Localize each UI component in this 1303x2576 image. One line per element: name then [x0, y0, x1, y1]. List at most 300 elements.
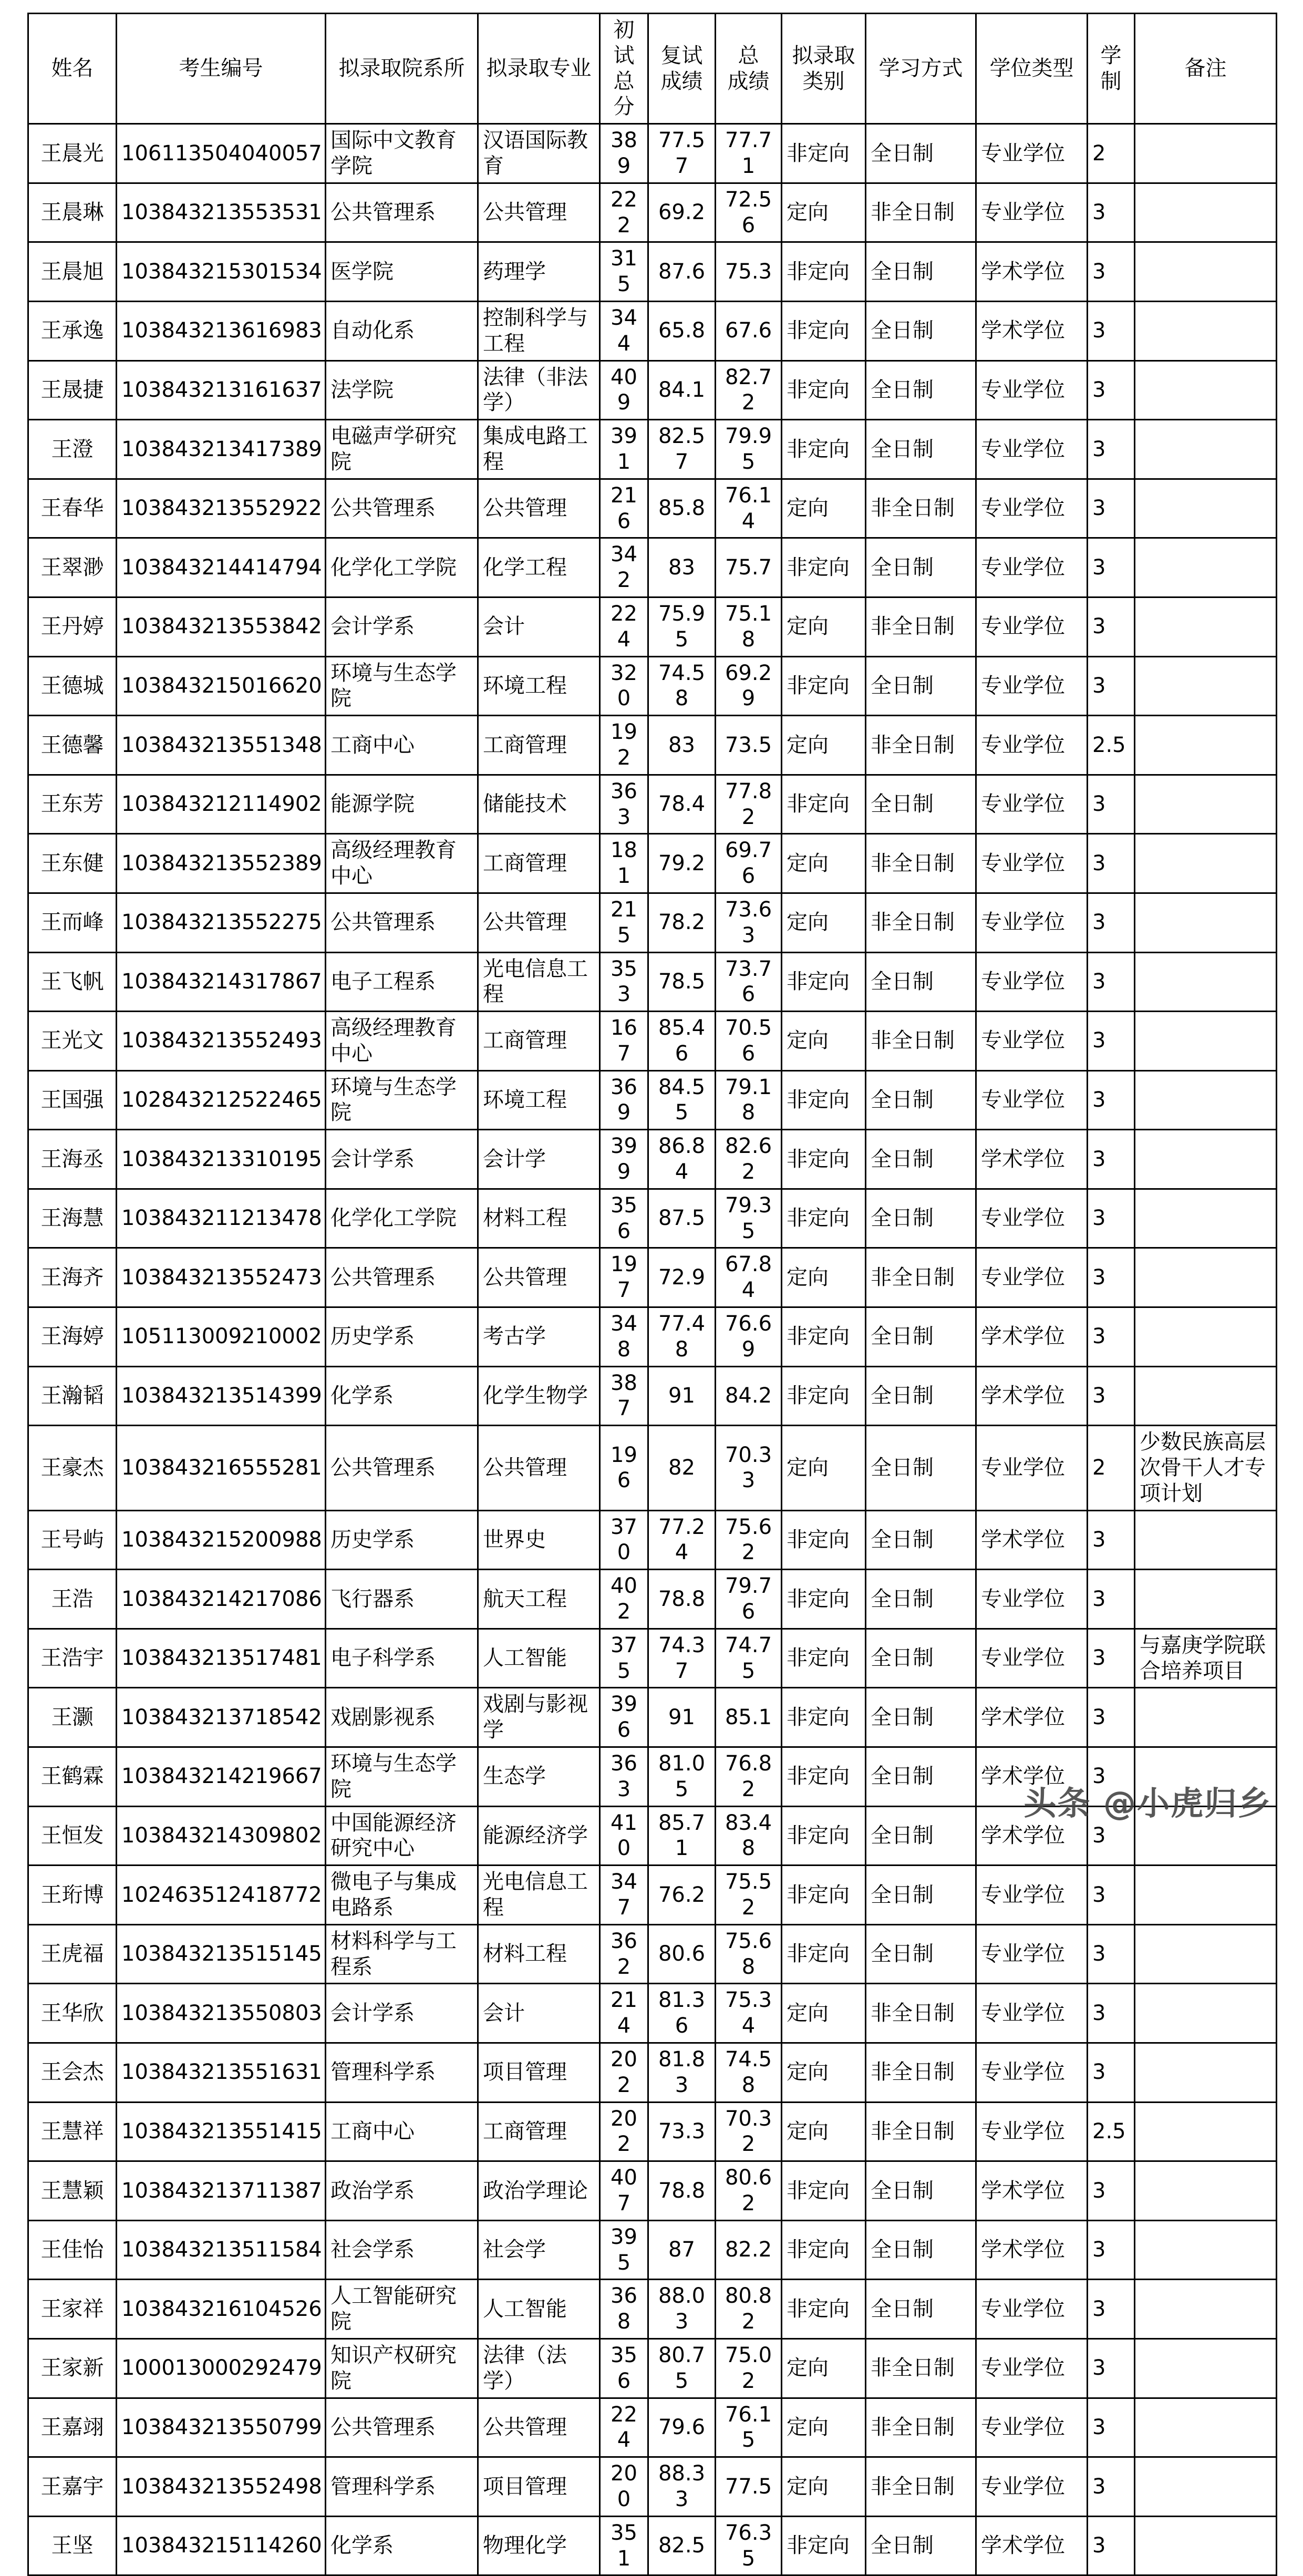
cell-study-mode: 非全日制 [866, 1012, 976, 1071]
column-header-preliminary-score: 初试 总分 [600, 14, 648, 124]
cell-study-mode: 非全日制 [866, 2457, 976, 2517]
cell-department: 政治学系 [326, 2161, 478, 2221]
cell-degree-type: 专业学位 [976, 538, 1088, 597]
cell-study-mode: 全日制 [866, 242, 976, 302]
cell-remarks [1135, 1510, 1277, 1570]
cell-retest-score: 80.75 [648, 2338, 716, 2398]
cell-major: 工商管理 [478, 2102, 600, 2161]
cell-total-score: 79.18 [716, 1070, 782, 1130]
cell-candidate-id: 103843213553842 [117, 597, 326, 656]
cell-total-score: 77.82 [716, 775, 782, 834]
cell-retest-score: 81.05 [648, 1747, 716, 1807]
cell-remarks [1135, 1307, 1277, 1367]
cell-name: 王号屿 [28, 1510, 117, 1570]
cell-study-mode: 全日制 [866, 124, 976, 183]
cell-admission-category: 非定向 [782, 1866, 866, 1925]
cell-study-mode: 非全日制 [866, 1248, 976, 1307]
cell-department: 化学化工学院 [326, 538, 478, 597]
cell-candidate-id: 103843213552922 [117, 479, 326, 538]
cell-study-mode: 全日制 [866, 1426, 976, 1510]
table-row [28, 834, 1277, 893]
cell-remarks [1135, 1366, 1277, 1426]
cell-remarks [1135, 775, 1277, 834]
cell-duration: 3 [1088, 1866, 1135, 1925]
cell-major: 光电信息工程 [478, 1866, 600, 1925]
cell-remarks [1135, 834, 1277, 893]
cell-total-score: 82.72 [716, 360, 782, 420]
table-header [28, 14, 1277, 124]
cell-duration: 3 [1088, 420, 1135, 479]
table-row [28, 1924, 1277, 1984]
table-row [28, 1806, 1277, 1866]
table-row [28, 2516, 1277, 2575]
cell-remarks [1135, 1070, 1277, 1130]
cell-remarks [1135, 2398, 1277, 2457]
cell-department: 管理科学系 [326, 2457, 478, 2517]
cell-remarks [1135, 1570, 1277, 1629]
table-row [28, 1866, 1277, 1925]
cell-candidate-id: 103843214309802 [117, 1806, 326, 1866]
admission-table [27, 13, 1277, 2576]
cell-study-mode: 全日制 [866, 1510, 976, 1570]
cell-total-score: 75.18 [716, 597, 782, 656]
column-header-admission-category: 拟录取 类别 [782, 14, 866, 124]
cell-retest-score: 88.33 [648, 2457, 716, 2517]
cell-total-score: 77.71 [716, 124, 782, 183]
cell-candidate-id: 103843213718542 [117, 1688, 326, 1747]
cell-preliminary-score: 353 [600, 952, 648, 1012]
cell-admission-category: 定向 [782, 1012, 866, 1071]
cell-name: 王国强 [28, 1070, 117, 1130]
column-header-degree-type: 学位类型 [976, 14, 1088, 124]
cell-remarks [1135, 1924, 1277, 1984]
column-header-duration: 学制 [1088, 14, 1135, 124]
table-row [28, 1510, 1277, 1570]
cell-remarks [1135, 2338, 1277, 2398]
cell-admission-category: 非定向 [782, 1806, 866, 1866]
cell-degree-type: 专业学位 [976, 775, 1088, 834]
cell-degree-type: 学术学位 [976, 1747, 1088, 1807]
cell-study-mode: 非全日制 [866, 2338, 976, 2398]
cell-retest-score: 72.9 [648, 1248, 716, 1307]
cell-major: 生态学 [478, 1747, 600, 1807]
cell-preliminary-score: 368 [600, 2280, 648, 2339]
cell-candidate-id: 103843213551348 [117, 716, 326, 775]
table-row [28, 1012, 1277, 1071]
cell-department: 电磁声学研究院 [326, 420, 478, 479]
cell-retest-score: 78.8 [648, 2161, 716, 2221]
table-row [28, 2280, 1277, 2339]
cell-major: 材料工程 [478, 1924, 600, 1984]
cell-study-mode: 全日制 [866, 1924, 976, 1984]
cell-candidate-id: 103843216104526 [117, 2280, 326, 2339]
cell-admission-category: 定向 [782, 479, 866, 538]
cell-retest-score: 85.8 [648, 479, 716, 538]
cell-major: 材料工程 [478, 1189, 600, 1248]
cell-degree-type: 专业学位 [976, 2043, 1088, 2102]
cell-retest-score: 74.58 [648, 656, 716, 716]
cell-retest-score: 78.5 [648, 952, 716, 1012]
cell-retest-score: 83 [648, 716, 716, 775]
column-header-total-score: 总 成绩 [716, 14, 782, 124]
cell-duration: 3 [1088, 1924, 1135, 1984]
cell-remarks [1135, 1866, 1277, 1925]
cell-department: 电子科学系 [326, 1629, 478, 1688]
cell-study-mode: 全日制 [866, 1570, 976, 1629]
cell-retest-score: 91 [648, 1366, 716, 1426]
cell-retest-score: 85.46 [648, 1012, 716, 1071]
cell-name: 王慧颖 [28, 2161, 117, 2221]
cell-department: 公共管理系 [326, 1426, 478, 1510]
cell-remarks [1135, 1130, 1277, 1189]
cell-major: 工商管理 [478, 1012, 600, 1071]
column-header-department: 拟录取院系所 [326, 14, 478, 124]
cell-total-score: 75.34 [716, 1984, 782, 2043]
cell-duration: 3 [1088, 1984, 1135, 2043]
cell-study-mode: 全日制 [866, 2516, 976, 2575]
cell-retest-score: 84.1 [648, 360, 716, 420]
cell-degree-type: 专业学位 [976, 2398, 1088, 2457]
cell-name: 王东健 [28, 834, 117, 893]
cell-name: 王晨琳 [28, 183, 117, 242]
cell-department: 中国能源经济研究中心 [326, 1806, 478, 1866]
cell-major: 集成电路工程 [478, 420, 600, 479]
cell-candidate-id: 103843213551631 [117, 2043, 326, 2102]
cell-name: 王坚 [28, 2516, 117, 2575]
cell-degree-type: 专业学位 [976, 2457, 1088, 2517]
cell-preliminary-score: 356 [600, 1189, 648, 1248]
table-row [28, 1688, 1277, 1747]
cell-duration: 3 [1088, 834, 1135, 893]
cell-total-score: 75.7 [716, 538, 782, 597]
cell-remarks [1135, 2457, 1277, 2517]
cell-remarks [1135, 2516, 1277, 2575]
cell-candidate-id: 103843213161637 [117, 360, 326, 420]
cell-admission-category: 非定向 [782, 1189, 866, 1248]
cell-study-mode: 全日制 [866, 656, 976, 716]
table-row [28, 2220, 1277, 2280]
cell-admission-category: 定向 [782, 1426, 866, 1510]
cell-total-score: 72.56 [716, 183, 782, 242]
cell-duration: 3 [1088, 1510, 1135, 1570]
cell-study-mode: 非全日制 [866, 2398, 976, 2457]
cell-degree-type: 学术学位 [976, 2161, 1088, 2221]
cell-department: 自动化系 [326, 301, 478, 360]
cell-retest-score: 79.2 [648, 834, 716, 893]
cell-admission-category: 非定向 [782, 1366, 866, 1426]
table-row [28, 1307, 1277, 1367]
cell-major: 控制科学与工程 [478, 301, 600, 360]
cell-candidate-id: 103843215301534 [117, 242, 326, 302]
cell-total-score: 67.6 [716, 301, 782, 360]
cell-study-mode: 全日制 [866, 1629, 976, 1688]
cell-total-score: 67.84 [716, 1248, 782, 1307]
table-row [28, 1070, 1277, 1130]
cell-duration: 3 [1088, 952, 1135, 1012]
cell-department: 历史学系 [326, 1510, 478, 1570]
cell-major: 环境工程 [478, 656, 600, 716]
cell-preliminary-score: 197 [600, 1248, 648, 1307]
cell-retest-score: 87.6 [648, 242, 716, 302]
cell-total-score: 76.35 [716, 2516, 782, 2575]
cell-candidate-id: 103843213517481 [117, 1629, 326, 1688]
cell-admission-category: 非定向 [782, 2280, 866, 2339]
cell-total-score: 75.68 [716, 1924, 782, 1984]
cell-candidate-id: 103843213552389 [117, 834, 326, 893]
cell-study-mode: 非全日制 [866, 183, 976, 242]
cell-major: 会计 [478, 597, 600, 656]
cell-major: 法律（法学） [478, 2338, 600, 2398]
cell-remarks [1135, 242, 1277, 302]
cell-preliminary-score: 224 [600, 597, 648, 656]
cell-major: 公共管理 [478, 893, 600, 952]
cell-name: 王海婷 [28, 1307, 117, 1367]
cell-major: 化学生物学 [478, 1366, 600, 1426]
cell-preliminary-score: 216 [600, 479, 648, 538]
cell-remarks [1135, 183, 1277, 242]
cell-candidate-id: 106113504040057 [117, 124, 326, 183]
cell-preliminary-score: 402 [600, 1570, 648, 1629]
cell-name: 王虎福 [28, 1924, 117, 1984]
column-header-candidate-id: 考生编号 [117, 14, 326, 124]
cell-candidate-id: 102463512418772 [117, 1866, 326, 1925]
cell-remarks [1135, 716, 1277, 775]
cell-preliminary-score: 315 [600, 242, 648, 302]
cell-candidate-id: 103843213552498 [117, 2457, 326, 2517]
cell-total-score: 73.76 [716, 952, 782, 1012]
cell-study-mode: 非全日制 [866, 716, 976, 775]
cell-remarks: 与嘉庚学院联合培养项目 [1135, 1629, 1277, 1688]
cell-degree-type: 专业学位 [976, 1189, 1088, 1248]
cell-duration: 2.5 [1088, 716, 1135, 775]
cell-preliminary-score: 391 [600, 420, 648, 479]
cell-retest-score: 86.84 [648, 1130, 716, 1189]
cell-admission-category: 定向 [782, 1248, 866, 1307]
cell-candidate-id: 103843213515145 [117, 1924, 326, 1984]
cell-name: 王承逸 [28, 301, 117, 360]
cell-degree-type: 专业学位 [976, 479, 1088, 538]
cell-remarks: 少数民族高层次骨干人才专项计划 [1135, 1426, 1277, 1510]
cell-retest-score: 78.4 [648, 775, 716, 834]
cell-study-mode: 全日制 [866, 952, 976, 1012]
cell-name: 王光文 [28, 1012, 117, 1071]
table-row [28, 1629, 1277, 1688]
cell-preliminary-score: 202 [600, 2043, 648, 2102]
cell-degree-type: 专业学位 [976, 420, 1088, 479]
cell-preliminary-score: 348 [600, 1307, 648, 1367]
cell-candidate-id: 103843213551415 [117, 2102, 326, 2161]
cell-admission-category: 非定向 [782, 360, 866, 420]
cell-admission-category: 定向 [782, 893, 866, 952]
cell-major: 工商管理 [478, 834, 600, 893]
cell-duration: 3 [1088, 1629, 1135, 1688]
cell-total-score: 75.02 [716, 2338, 782, 2398]
table-row [28, 360, 1277, 420]
cell-department: 公共管理系 [326, 893, 478, 952]
table-row [28, 656, 1277, 716]
cell-preliminary-score: 370 [600, 1510, 648, 1570]
cell-name: 王晨光 [28, 124, 117, 183]
cell-study-mode: 全日制 [866, 1366, 976, 1426]
cell-candidate-id: 103843213552275 [117, 893, 326, 952]
cell-study-mode: 全日制 [866, 1866, 976, 1925]
cell-admission-category: 非定向 [782, 124, 866, 183]
cell-name: 王而峰 [28, 893, 117, 952]
cell-preliminary-score: 363 [600, 775, 648, 834]
cell-name: 王嘉宇 [28, 2457, 117, 2517]
cell-total-score: 75.3 [716, 242, 782, 302]
cell-duration: 3 [1088, 775, 1135, 834]
cell-remarks [1135, 1806, 1277, 1866]
cell-candidate-id: 103843213511584 [117, 2220, 326, 2280]
table-row [28, 1248, 1277, 1307]
table-row [28, 775, 1277, 834]
cell-name: 王丹婷 [28, 597, 117, 656]
cell-name: 王灏 [28, 1688, 117, 1747]
cell-total-score: 74.75 [716, 1629, 782, 1688]
cell-retest-score: 80.6 [648, 1924, 716, 1984]
table-row [28, 2398, 1277, 2457]
column-header-major: 拟录取专业 [478, 14, 600, 124]
cell-preliminary-score: 409 [600, 360, 648, 420]
cell-admission-category: 非定向 [782, 2516, 866, 2575]
cell-degree-type: 学术学位 [976, 1307, 1088, 1367]
cell-study-mode: 全日制 [866, 1070, 976, 1130]
cell-duration: 3 [1088, 479, 1135, 538]
cell-duration: 2 [1088, 124, 1135, 183]
table-row [28, 2161, 1277, 2221]
cell-preliminary-score: 215 [600, 893, 648, 952]
cell-admission-category: 非定向 [782, 952, 866, 1012]
cell-candidate-id: 105113009210002 [117, 1307, 326, 1367]
cell-study-mode: 非全日制 [866, 597, 976, 656]
cell-department: 环境与生态学院 [326, 1070, 478, 1130]
cell-admission-category: 非定向 [782, 1307, 866, 1367]
cell-retest-score: 77.24 [648, 1510, 716, 1570]
cell-retest-score: 75.95 [648, 597, 716, 656]
cell-degree-type: 学术学位 [976, 1510, 1088, 1570]
cell-degree-type: 专业学位 [976, 2102, 1088, 2161]
cell-total-score: 76.14 [716, 479, 782, 538]
cell-preliminary-score: 214 [600, 1984, 648, 2043]
cell-retest-score: 87.5 [648, 1189, 716, 1248]
table-row [28, 2457, 1277, 2517]
cell-retest-score: 77.48 [648, 1307, 716, 1367]
cell-name: 王家新 [28, 2338, 117, 2398]
cell-total-score: 74.58 [716, 2043, 782, 2102]
cell-major: 人工智能 [478, 2280, 600, 2339]
cell-major: 公共管理 [478, 479, 600, 538]
cell-study-mode: 全日制 [866, 538, 976, 597]
cell-degree-type: 专业学位 [976, 597, 1088, 656]
cell-study-mode: 全日制 [866, 301, 976, 360]
cell-total-score: 76.82 [716, 1747, 782, 1807]
cell-name: 王鹤霖 [28, 1747, 117, 1807]
cell-department: 会计学系 [326, 1984, 478, 2043]
cell-preliminary-score: 399 [600, 1130, 648, 1189]
cell-remarks [1135, 1984, 1277, 2043]
cell-preliminary-score: 362 [600, 1924, 648, 1984]
cell-duration: 3 [1088, 1307, 1135, 1367]
cell-major: 环境工程 [478, 1070, 600, 1130]
cell-degree-type: 学术学位 [976, 1688, 1088, 1747]
cell-study-mode: 非全日制 [866, 834, 976, 893]
table-row [28, 1426, 1277, 1510]
cell-total-score: 76.15 [716, 2398, 782, 2457]
cell-name: 王澄 [28, 420, 117, 479]
cell-total-score: 79.35 [716, 1189, 782, 1248]
cell-duration: 3 [1088, 1688, 1135, 1747]
cell-remarks [1135, 124, 1277, 183]
table-row [28, 183, 1277, 242]
cell-retest-score: 79.6 [648, 2398, 716, 2457]
cell-candidate-id: 103843213550799 [117, 2398, 326, 2457]
cell-retest-score: 77.57 [648, 124, 716, 183]
cell-duration: 3 [1088, 1070, 1135, 1130]
cell-admission-category: 非定向 [782, 1747, 866, 1807]
cell-department: 电子工程系 [326, 952, 478, 1012]
cell-department: 医学院 [326, 242, 478, 302]
cell-major: 汉语国际教育 [478, 124, 600, 183]
cell-duration: 3 [1088, 360, 1135, 420]
cell-candidate-id: 103843213553531 [117, 183, 326, 242]
cell-admission-category: 非定向 [782, 2161, 866, 2221]
cell-total-score: 70.32 [716, 2102, 782, 2161]
cell-total-score: 79.76 [716, 1570, 782, 1629]
column-header-study-mode: 学习方式 [866, 14, 976, 124]
cell-study-mode: 全日制 [866, 2280, 976, 2339]
cell-preliminary-score: 342 [600, 538, 648, 597]
cell-duration: 3 [1088, 2338, 1135, 2398]
table-row [28, 301, 1277, 360]
cell-department: 高级经理教育中心 [326, 834, 478, 893]
cell-department: 管理科学系 [326, 2043, 478, 2102]
cell-retest-score: 69.2 [648, 183, 716, 242]
table-row [28, 420, 1277, 479]
cell-degree-type: 专业学位 [976, 1629, 1088, 1688]
cell-admission-category: 非定向 [782, 538, 866, 597]
cell-duration: 3 [1088, 893, 1135, 952]
cell-duration: 3 [1088, 2043, 1135, 2102]
table-row [28, 716, 1277, 775]
cell-admission-category: 定向 [782, 183, 866, 242]
cell-remarks [1135, 1248, 1277, 1307]
cell-degree-type: 专业学位 [976, 893, 1088, 952]
cell-retest-score: 81.36 [648, 1984, 716, 2043]
cell-candidate-id: 103843213310195 [117, 1130, 326, 1189]
cell-retest-score: 78.2 [648, 893, 716, 952]
cell-name: 王嘉翊 [28, 2398, 117, 2457]
cell-department: 知识产权研究院 [326, 2338, 478, 2398]
cell-degree-type: 学术学位 [976, 242, 1088, 302]
cell-name: 王晟捷 [28, 360, 117, 420]
cell-admission-category: 非定向 [782, 1688, 866, 1747]
cell-degree-type: 学术学位 [976, 301, 1088, 360]
cell-degree-type: 学术学位 [976, 1806, 1088, 1866]
cell-degree-type: 专业学位 [976, 1984, 1088, 2043]
cell-candidate-id: 103843214217086 [117, 1570, 326, 1629]
cell-preliminary-score: 224 [600, 2398, 648, 2457]
cell-major: 公共管理 [478, 183, 600, 242]
cell-total-score: 85.1 [716, 1688, 782, 1747]
cell-remarks [1135, 2102, 1277, 2161]
cell-retest-score: 88.03 [648, 2280, 716, 2339]
cell-retest-score: 82.5 [648, 2516, 716, 2575]
cell-major: 公共管理 [478, 2398, 600, 2457]
cell-department: 戏剧影视系 [326, 1688, 478, 1747]
cell-remarks [1135, 1747, 1277, 1807]
cell-remarks [1135, 1189, 1277, 1248]
